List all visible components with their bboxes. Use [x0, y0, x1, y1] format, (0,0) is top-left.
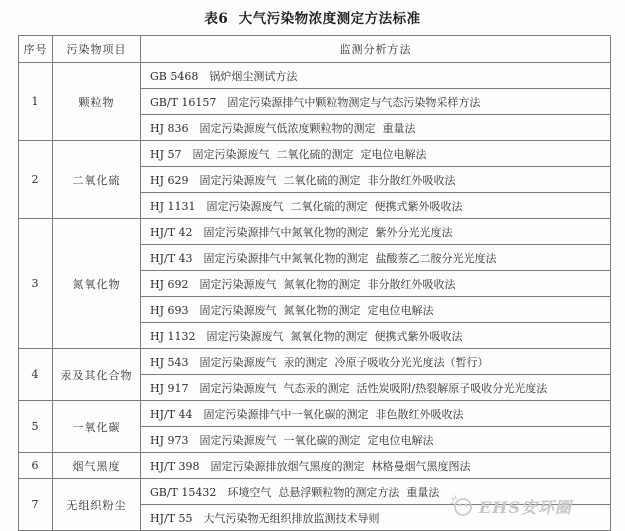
method-text: 环境空气 总悬浮颗粒物的测定方法 重量法 — [227, 485, 440, 499]
table-row — [19, 219, 611, 245]
standard-code: HJ/T 55 — [150, 511, 193, 525]
seq-cell: 5 — [19, 401, 53, 453]
method-text: 固定污染源排气中氮氧化物的测定 盐酸萘乙二胺分光光度法 — [203, 251, 497, 265]
standard-code: GB/T 15432 — [150, 485, 217, 499]
standard-code: HJ 57 — [150, 147, 182, 161]
method-cell — [141, 323, 611, 349]
method-text: 锅炉烟尘测试方法 — [209, 69, 298, 83]
table-header-row — [19, 36, 611, 63]
pollutant-cell: 烟气黑度 — [53, 453, 141, 479]
method-cell — [141, 271, 611, 297]
method-cell — [141, 219, 611, 245]
method-text: 固定污染源废气 二氧化硫的测定 便携式紫外吸收法 — [206, 199, 463, 213]
method-cell — [141, 89, 611, 115]
pollutant-cell: 无组织粉尘 — [53, 479, 141, 531]
standard-code: HJ/T 398 — [150, 459, 200, 473]
method-text: 固定污染源排气中一氧化碳的测定 非色散红外吸收法 — [203, 407, 464, 421]
method-text: 固定污染源废气 氮氧化物的测定 便携式紫外吸收法 — [206, 329, 463, 343]
standards-table — [18, 35, 611, 531]
method-cell — [141, 349, 611, 375]
method-text: 固定污染源废气 汞的测定 冷原子吸收分光光度法（暂行） — [199, 355, 489, 369]
pollutant-cell: 一氧化碳 — [53, 401, 141, 453]
standard-code: HJ 836 — [150, 121, 189, 135]
seq-cell: 1 — [19, 63, 53, 141]
header-seq: 序号 — [19, 36, 53, 63]
method-cell — [141, 245, 611, 271]
method-cell — [141, 479, 611, 505]
method-text: 大气污染物无组织排放监测技术导则 — [203, 511, 380, 525]
method-cell — [141, 193, 611, 219]
method-text: 固定污染源排气中颗粒物测定与气态污染物采样方法 — [227, 95, 481, 109]
page-title: 表6 大气污染物浓度测定方法标准 — [204, 11, 421, 27]
standard-code: GB/T 16157 — [150, 95, 217, 109]
method-cell — [141, 115, 611, 141]
seq-cell: 6 — [19, 453, 53, 479]
standard-code: HJ/T 43 — [150, 251, 193, 265]
standard-code: HJ 1131 — [150, 199, 196, 213]
seq-cell: 7 — [19, 479, 53, 531]
table-row — [19, 401, 611, 427]
header-method: 监测分析方法 — [141, 36, 611, 63]
method-cell — [141, 141, 611, 167]
method-text: 固定污染源废气 一氧化碳的测定 定电位电解法 — [199, 433, 434, 447]
standard-code: GB 5468 — [150, 69, 199, 83]
watermark-text: EHS安环圈 — [479, 497, 572, 517]
table-row — [19, 63, 611, 89]
standard-code: HJ 917 — [150, 381, 189, 395]
pollutant-cell: 二氧化硫 — [53, 141, 141, 219]
standard-code: HJ 973 — [150, 433, 189, 447]
method-cell — [141, 401, 611, 427]
method-text: 固定污染源废气 气态汞的测定 活性炭吸附/热裂解原子吸收分光光度法 — [199, 381, 548, 395]
method-cell — [141, 453, 611, 479]
standard-code: HJ/T 42 — [150, 225, 193, 239]
pollutant-cell: 颗粒物 — [53, 63, 141, 141]
standard-code: HJ 543 — [150, 355, 189, 369]
method-text: 固定污染源排气中氮氧化物的测定 紫外分光光度法 — [203, 225, 453, 239]
method-text: 固定污染源废气 二氧化硫的测定 非分散红外吸收法 — [199, 173, 456, 187]
table-row — [19, 453, 611, 479]
pollutant-cell: 汞及其化合物 — [53, 349, 141, 401]
header-pollutant: 污染物项目 — [53, 36, 141, 63]
method-cell — [141, 375, 611, 401]
method-cell — [141, 297, 611, 323]
method-text: 固定污染源排放烟气黑度的测定 林格曼烟气黑度图法 — [210, 459, 471, 473]
standard-code: HJ 692 — [150, 277, 189, 291]
seq-cell: 4 — [19, 349, 53, 401]
table-row — [19, 141, 611, 167]
table-row — [19, 349, 611, 375]
standard-code: HJ/T 44 — [150, 407, 193, 421]
method-text: 固定污染源废气低浓度颗粒物的测定 重量法 — [199, 121, 416, 135]
standard-code: HJ 693 — [150, 303, 189, 317]
standard-code: HJ 1132 — [150, 329, 196, 343]
seq-cell: 3 — [19, 219, 53, 349]
pollutant-cell: 氮氧化物 — [53, 219, 141, 349]
method-cell — [141, 167, 611, 193]
method-cell — [141, 63, 611, 89]
method-text: 固定污染源废气 氮氧化物的测定 定电位电解法 — [199, 303, 434, 317]
standard-code: HJ 629 — [150, 173, 189, 187]
seq-cell: 2 — [19, 141, 53, 219]
table-row — [19, 479, 611, 505]
method-text: 固定污染源废气 氮氧化物的测定 非分散红外吸收法 — [199, 277, 456, 291]
method-text: 固定污染源废气 二氧化硫的测定 定电位电解法 — [192, 147, 427, 161]
method-cell — [141, 505, 611, 531]
method-cell — [141, 427, 611, 453]
